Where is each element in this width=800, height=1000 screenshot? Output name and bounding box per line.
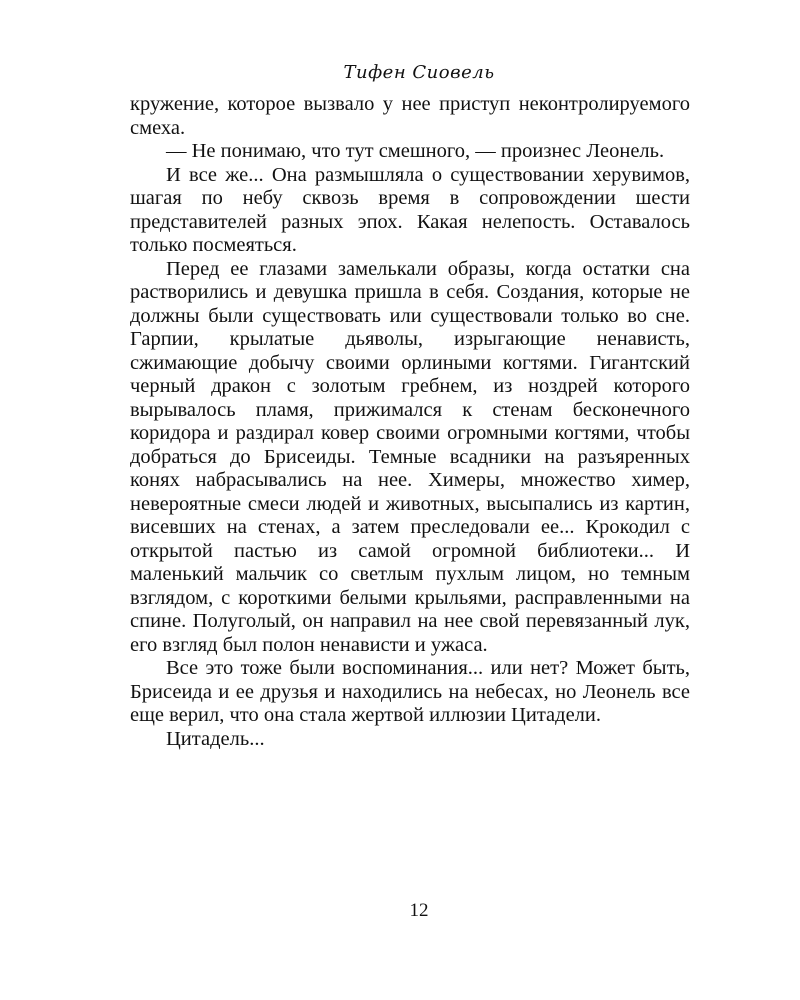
paragraph-3: И все же... Она размышляла о существовании херувимов, шагая по небу сквозь время в сопровождении шести представителей разных эпох. Какая нелепость. Оставалось только посмеяться. [130,163,690,256]
paragraph-5: Все это тоже были воспоминания... или нет? Может быть, Брисеида и ее друзья и находились на небесах, но Леонель все еще верил, что она стала жертвой иллюзии Цитадели. [130,657,690,726]
running-title: Тифен Сиовель [343,62,495,83]
paragraph-2: — Не понимаю, что тут смешного, — произнес Леонель. [166,140,665,162]
book-page [130,62,690,942]
page-number: 12 [409,900,429,921]
paragraph-1: кружение, которое вызвало у нее приступ неконтролируемого смеха. [130,93,690,139]
paragraph-6: Цитадель... [166,727,265,750]
body-text [130,93,690,751]
paragraph-4: Перед ее глазами замелькали образы, когда остатки сна растворились и девушка пришла в себя. Создания, которые не должны были существовать или существовали только во сне. Гарпии, крылатые дьяволы, изрыгающие ненависть, сжимающие добычу своими орлиными когтями. Гигантский черный дракон с золотым гребнем, из ноздрей которого вырывалось пламя, прижимался к стенам бесконечного коридора и раздирал ковер своими огромными когтями, чтобы добраться до Брисеиды. Темные всадники на разъяренных конях набрасывались на нее. Химеры, множество химер, невероятные смеси людей и животных, высыпались из картин, висевших на стенах, а затем преследовали ее... Крокодил с открытой пастью из самой огромной библиотеки... И маленький мальчик со светлым пухлым лицом, но темным взглядом, с короткими белыми крыльями, расправленными на спине. Полуголый, он направил на нее свой перевязанный лук, его взгляд был полон ненависти и ужаса. [130,257,690,656]
